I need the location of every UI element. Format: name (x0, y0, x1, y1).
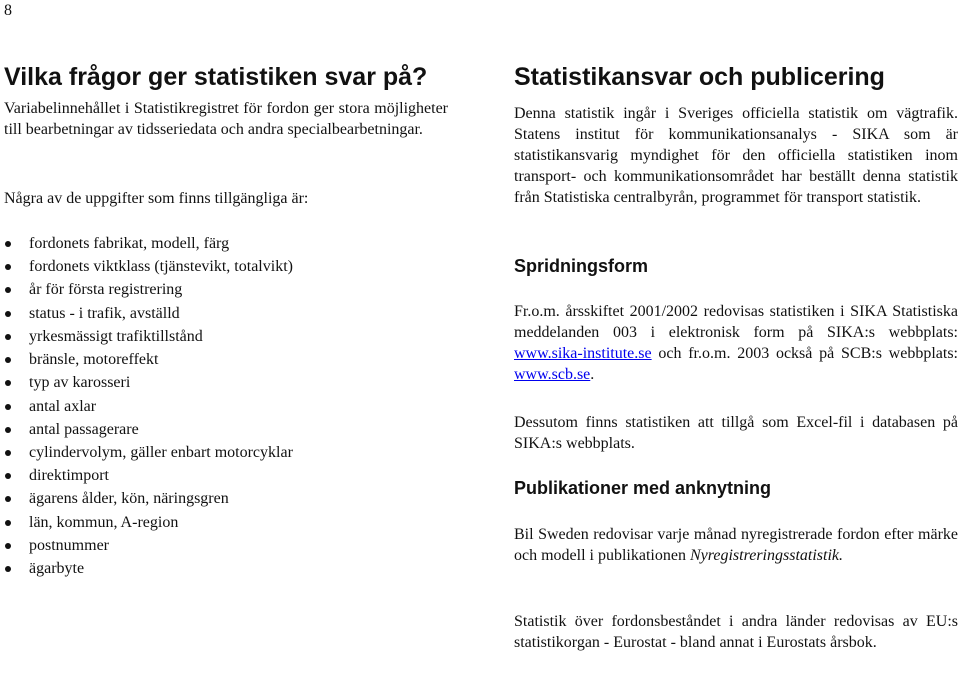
bullet-icon (5, 287, 11, 293)
list-item (4, 348, 448, 371)
right-heading: Statistikansvar och publicering (514, 63, 885, 91)
spridning-paragraph (514, 301, 958, 385)
excel-paragraph: Dessutom finns statistiken att tillgå som Excel-fil i databasen på SIKA:s webbplats. (514, 414, 958, 452)
list-item (4, 534, 448, 557)
list-item (4, 511, 448, 534)
list-item (4, 255, 448, 278)
list-item (4, 441, 448, 464)
bilsweden-text: Bil Sweden redovisar varje månad nyregistrerade fordon efter märke och modell i publikationen (514, 526, 958, 564)
bullet-icon (5, 520, 11, 526)
left-heading: Vilka frågor ger statistiken svar på? (4, 63, 428, 91)
bullet-icon (5, 357, 11, 363)
list-item (4, 278, 448, 301)
list-item (4, 557, 448, 580)
bullet-icon (5, 404, 11, 410)
list-item-text: län, kommun, A-region (29, 513, 179, 531)
spridning-text-b: och fr.o.m. 2003 också på SCB:s webbplats: (651, 345, 958, 362)
list-item (4, 302, 448, 325)
bullet-icon (5, 380, 11, 386)
bullet-icon (5, 450, 11, 456)
bullet-icon (5, 566, 11, 572)
list-item (4, 395, 448, 418)
list-item-text: typ av karosseri (29, 374, 131, 392)
list-item-text: yrkesmässigt trafiktillstånd (29, 327, 203, 345)
spridningsform-heading: Spridningsform (514, 256, 648, 276)
list-item (4, 487, 448, 510)
list-item (4, 371, 448, 394)
list-item (4, 464, 448, 487)
bullet-icon (5, 427, 11, 433)
bullet-icon (5, 543, 11, 549)
responsibility-paragraph: Denna statistik ingår i Sveriges officiella statistik om vägtrafik. Statens institut för kommunikationsanalys - SIKA som är statistikansvarig myndighet för den officiella statistiken inom transport- och kommunikationsområdet har beställt denna statistik från Statistiska centralbyrån, programmet för transport statistik. (514, 105, 958, 206)
list-item-text: antal axlar (29, 397, 97, 415)
bullet-icon (5, 334, 11, 340)
list-item (4, 232, 448, 255)
intro-paragraph: Variabelinnehållet i Statistikregistret för fordon ger stora möjligheter till bearbetningar av tidsseriedata och andra specialbearbetningar. (4, 100, 448, 138)
list-item-text: cylindervolym, gäller enbart motorcyklar (29, 443, 293, 461)
bullet-icon (5, 264, 11, 270)
list-item-text: fordonets viktklass (tjänstevikt, totalvikt) (29, 258, 293, 276)
sika-link[interactable]: www.sika-institute.se (514, 345, 652, 362)
bullet-icon (5, 473, 11, 479)
list-item-text: status - i trafik, avställd (29, 304, 180, 322)
scb-link[interactable]: www.scb.se (514, 366, 591, 383)
spridning-text-c: . (590, 366, 595, 383)
list-item-text: antal passagerare (29, 420, 139, 438)
list-item-text: ägarens ålder, kön, näringsgren (29, 490, 229, 508)
lead-paragraph: Några av de uppgifter som finns tillgängliga är: (4, 190, 309, 207)
publikationer-heading: Publikationer med anknytning (514, 478, 772, 498)
list-item-text: år för första registrering (29, 281, 183, 299)
publication-title: Nyregistreringsstatistik. (689, 547, 844, 564)
bilsweden-paragraph (514, 524, 958, 566)
page-number: 8 (4, 2, 12, 19)
list-item (4, 325, 448, 348)
eurostat-paragraph: Statistik över fordonsbeståndet i andra länder redovisas av EU:s statistikorgan - Eurostat - bland annat i Eurostats årsbok. (514, 613, 958, 651)
list-item (4, 418, 448, 441)
list-item-text: ägarbyte (29, 560, 85, 578)
list-item-text: direktimport (29, 467, 109, 485)
bullet-icon (5, 311, 11, 317)
list-item-text: postnummer (29, 536, 109, 554)
spridning-text-a: Fr.o.m. årsskiftet 2001/2002 redovisas statistiken i SIKA Statistiska meddelanden 003 i elektronisk form på SIKA:s webbplats: (514, 303, 958, 341)
variable-list (4, 232, 448, 580)
list-item-text: bränsle, motoreffekt (29, 351, 159, 369)
list-item-text: fordonets fabrikat, modell, färg (29, 235, 230, 252)
bullet-icon (5, 496, 11, 502)
bullet-icon (5, 241, 11, 247)
